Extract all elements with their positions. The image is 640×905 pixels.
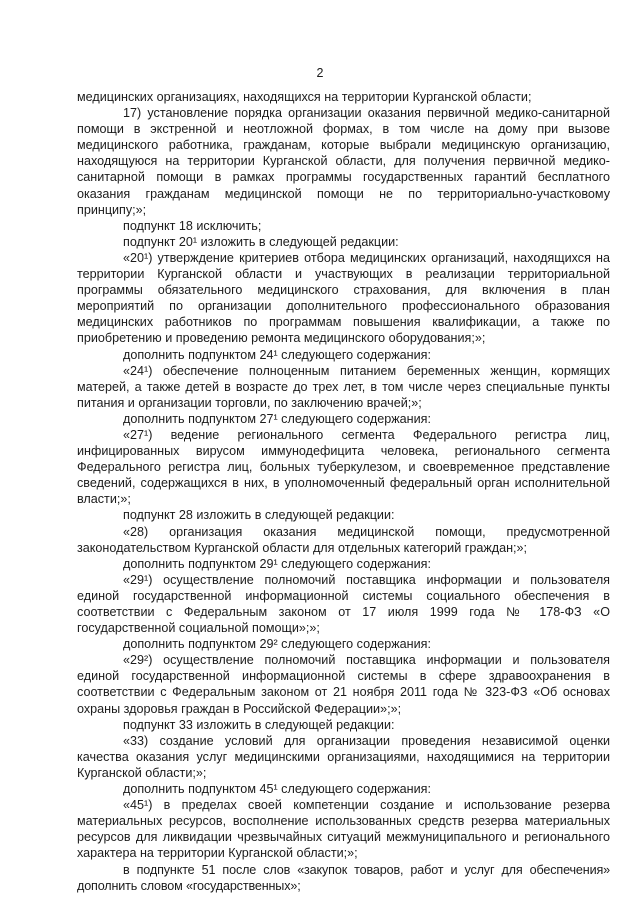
paragraph: «45¹) в пределах своей компетенции создание и использование резерва материальных ресурсов, восполнение использованных средств резерва материальных ресурсов для ликвидации чрезвычайных ситуаций межмуниципального и регионального характера на территории Курганской области;»;	[77, 798, 610, 861]
paragraph: «33) создание условий для организации проведения независимой оценки качества оказания услуг медицинскими организациями, находящимися на территории Курганской области;»;	[77, 733, 610, 780]
paragraph: дополнить подпунктом 29¹ следующего содержания:	[123, 556, 431, 571]
paragraph: дополнить подпунктом 24¹ следующего содержания:	[123, 347, 431, 362]
paragraph: в подпункте 51 после слов «закупок товаров, работ и услуг для обеспечения» дополнить словом «государственных»;	[77, 862, 610, 893]
paragraph: «29²) осуществление полномочий поставщика информации и пользователя единой государственной информационной системы в сфере здравоохранения в соответствии с Федеральным законом от 21 ноября 2011 года № 323-ФЗ «Об основах охраны здоровья граждан в Российской Федерации»;»;	[77, 653, 610, 716]
document-body	[77, 89, 610, 894]
paragraph: дополнить подпунктом 27¹ следующего содержания:	[123, 411, 431, 426]
paragraph: медицинских организациях, находящихся на территории Курганской области;	[77, 90, 532, 104]
paragraph: подпункт 28 изложить в следующей редакции:	[123, 508, 395, 523]
paragraph: дополнить подпунктом 45¹ следующего содержания:	[123, 782, 431, 797]
paragraph: «27¹) ведение регионального сегмента Федерального регистра лиц, инфицированных вирусом иммунодефицита человека, регионального сегмента Федерального регистра лиц, больных туберкулезом, и своевременное представление сведений, содержащихся в них, в уполномоченный федеральный орган исполнительной власти;»;	[77, 427, 610, 507]
paragraph: «20¹) утверждение критериев отбора медицинских организаций, находящихся на территории Курганской области и участвующих в реализации территориальной программы обязательного медицинского страхования, для включения в план мероприятий по организации дополнительного профессионального образования медицинских работников по программам повышения квалификации, а также по приобретению и проведению ремонта медицинского оборудования;»;	[77, 250, 610, 346]
paragraph: подпункт 20¹ изложить в следующей редакции:	[123, 234, 399, 249]
paragraph: «24¹) обеспечение полноценным питанием беременных женщин, кормящих матерей, а также детей в возрасте до трех лет, в том числе через специальные пункты питания и организации торговли, по заключению врачей;»;	[77, 363, 610, 410]
page-number: 2	[316, 66, 324, 80]
paragraph: дополнить подпунктом 29² следующего содержания:	[123, 637, 431, 652]
paragraph: «28) организация оказания медицинской помощи, предусмотренной законодательством Курганской области для отдельных категорий граждан;»;	[77, 524, 610, 555]
paragraph: подпункт 33 изложить в следующей редакции:	[123, 717, 395, 732]
paragraph: 17) установление порядка организации оказания первичной медико-санитарной помощи в экстренной и неотложной формах, в том числе на дому при вызове медицинского работника, гражданам, которые выбрали медицинскую организацию, находящуюся на территории Курганской области, для получения первичной медико-санитарной помощи в рамках программы государственных гарантий бесплатного оказания гражданам медицинской помощи не по территориально-участковому принципу;»;	[77, 106, 610, 217]
paragraph: «29¹) осуществление полномочий поставщика информации и пользователя единой государственной информационной системы социального обеспечения в соответствии с Федеральным законом от 17 июля 1999 года № 178-ФЗ «О государственной социальной помощи»;»;	[77, 572, 610, 636]
paragraph: подпункт 18 исключить;	[123, 218, 262, 233]
